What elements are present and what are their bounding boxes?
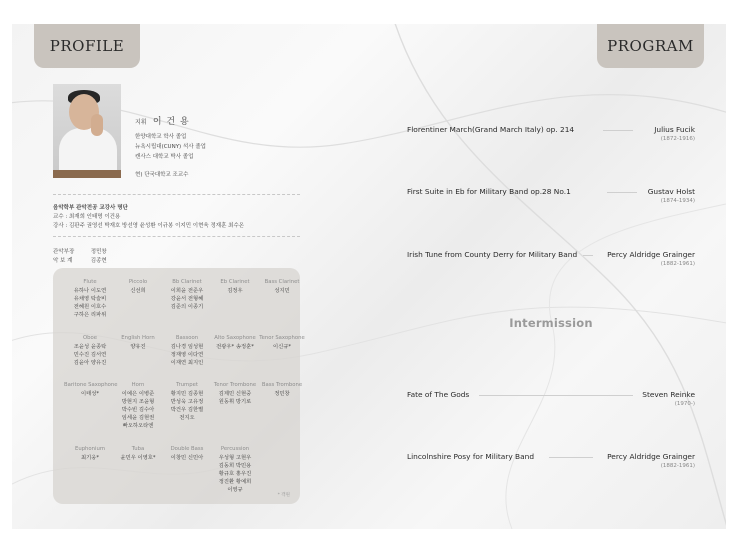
member-line: 전지오	[179, 415, 195, 421]
member-line: 유채영 탁슬비	[73, 296, 107, 302]
faculty-professors: 교수 : 최재희 인태명 이건용	[53, 214, 121, 220]
section-name: Baritone Saxophone	[64, 382, 118, 388]
program-piece	[407, 250, 695, 274]
section-members	[209, 390, 261, 406]
section-tenor-saxophone	[256, 335, 308, 351]
piece-composer: Gustav Holst	[647, 187, 695, 196]
intermission-label: Intermission	[509, 316, 593, 330]
section-flute	[64, 279, 116, 319]
conductor-career	[135, 132, 206, 162]
member-line: 이태성*	[81, 391, 99, 397]
program-booklet-spread	[12, 24, 726, 529]
member-line: 민수진 김서연	[73, 352, 107, 358]
member-line: 윤민우 이영호*	[120, 455, 156, 461]
member-line: 반성욱 고유정	[170, 399, 204, 405]
member-line: 빠오하오타엔	[122, 423, 154, 429]
piece-composer: Percy Aldridge Grainger	[607, 250, 695, 259]
section-bass-clarinet	[256, 279, 308, 295]
piece-composer: Julius Fucik	[654, 125, 695, 134]
section-name: Oboe	[82, 335, 98, 341]
member-line: 김나경 임성현	[170, 344, 204, 350]
leader-line	[549, 457, 593, 458]
section-name: Tuba	[131, 446, 145, 452]
composer-years: (1882-1961)	[660, 261, 695, 267]
conductor-fullname: 이 건 용	[152, 117, 190, 127]
member-line: 원동휘 방기로	[218, 399, 252, 405]
section-percussion	[209, 446, 261, 494]
section-bb-clarinet	[161, 279, 213, 311]
section-bass-trombone	[256, 382, 308, 398]
section-piccolo	[112, 279, 164, 295]
member-line: 황지민 김종현	[170, 391, 204, 397]
leader-line	[607, 192, 637, 193]
member-line: 성지민	[274, 288, 290, 294]
section-alto-saxophone	[209, 335, 261, 351]
section-members	[64, 343, 116, 367]
section-name: Double Bass	[170, 446, 204, 452]
member-line: 김준의 이종기	[170, 304, 204, 310]
member-line: 이희윤 전준우	[170, 288, 204, 294]
section-name: Horn	[131, 382, 145, 388]
section-name: Eb Clarinet	[220, 279, 250, 285]
section-members	[161, 390, 213, 422]
section-name: Tenor Trombone	[213, 382, 257, 388]
section-name: Bassoon	[175, 335, 199, 341]
conductor-current-position: 현) 단국대학교 조교수	[135, 172, 189, 178]
member-line: 정민창	[274, 391, 290, 397]
piece-title: Fate of The Gods	[407, 390, 470, 399]
member-line: 이창민 신민아	[170, 455, 204, 461]
manager-row	[53, 248, 107, 257]
section-name: Percussion	[220, 446, 250, 452]
section-name: Bb Clarinet	[172, 279, 202, 285]
program-tab: PROGRAM	[597, 24, 704, 68]
section-name: Tenor Saxophone	[259, 335, 305, 341]
conductor-role: 지휘	[135, 119, 147, 126]
section-tuba	[112, 446, 164, 462]
piece-composer: Steven Reinke	[642, 390, 695, 399]
member-line: 조윤성 윤종탁	[73, 344, 107, 350]
member-line: 김제민 신현중	[218, 391, 252, 397]
career-line: 캔사스 대학교 박사 졸업	[135, 154, 194, 160]
member-line: 전혜원 이호수	[73, 304, 107, 310]
member-line: 우성형 고현우	[218, 455, 252, 461]
manager-row	[53, 257, 107, 266]
manager-role: 악 보 계	[53, 258, 73, 264]
composer-years: (1872-1916)	[660, 136, 695, 142]
band-managers	[53, 248, 107, 266]
section-members	[256, 287, 308, 295]
section-euphonium	[64, 446, 116, 462]
member-line: 이예은 이병준	[121, 391, 155, 397]
member-line: 황규호 홍우진	[218, 471, 252, 477]
section-english-horn	[112, 335, 164, 351]
faculty-list	[53, 204, 244, 231]
profile-tab: PROFILE	[34, 24, 140, 68]
section-members	[256, 343, 308, 351]
member-line: 김동희 박민용	[218, 463, 252, 469]
section-members	[112, 287, 164, 295]
member-line: 최기웅*	[81, 455, 99, 461]
section-members	[256, 390, 308, 398]
section-members	[209, 287, 261, 295]
career-line: 한양대학교 학사 졸업	[135, 134, 187, 140]
member-line: 박건우 김한별	[170, 407, 204, 413]
divider	[53, 194, 300, 195]
section-baritone-saxophone	[64, 382, 116, 398]
member-line: 양유진	[130, 344, 146, 350]
member-line: 구하은 리파위	[73, 312, 107, 318]
section-members	[161, 287, 213, 311]
section-tenor-trombone	[209, 382, 261, 406]
manager-name: 김종현	[90, 258, 107, 264]
piece-title: Lincolnshire Posy for Military Band	[407, 452, 535, 461]
conductor-photo	[53, 84, 121, 178]
member-line: 이재연 최지인	[170, 360, 204, 366]
section-members	[112, 343, 164, 351]
composer-years: (1882-1961)	[660, 463, 695, 469]
composer-years: (1874-1934)	[660, 198, 695, 204]
leader-line	[583, 255, 593, 256]
section-name: Trumpet	[176, 382, 198, 388]
member-line: 방현지 조윤형	[121, 399, 155, 405]
program-piece	[407, 452, 695, 476]
faculty-title: 음악학부 관악전공 교강사 명단	[53, 205, 128, 211]
piece-title: First Suite in Eb for Military Band op.28 No.1	[407, 187, 571, 196]
section-members	[64, 287, 116, 319]
section-members	[209, 343, 261, 351]
piece-title: Florentiner March(Grand March Italy) op. 214	[407, 125, 575, 134]
section-oboe	[64, 335, 116, 367]
section-bassoon	[161, 335, 213, 367]
piece-title: Irish Tune from County Derry for Military Band	[407, 250, 578, 259]
section-name: Euphonium	[74, 446, 105, 452]
career-line: 뉴욕시립대(CUNY) 석사 졸업	[135, 144, 206, 150]
member-line: 김윤아 양유진	[73, 360, 107, 366]
section-name: Piccolo	[128, 279, 148, 285]
manager-role: 관악부장	[53, 249, 75, 255]
member-line: 전광우* 송정훈*	[216, 344, 254, 350]
piece-composer: Percy Aldridge Grainger	[607, 452, 695, 461]
member-line: 김정우	[227, 288, 243, 294]
section-members	[64, 454, 116, 462]
leader-line	[479, 395, 633, 396]
section-name: English Horn	[121, 335, 155, 341]
member-line: 강윤서 전형혜	[170, 296, 204, 302]
section-trumpet	[161, 382, 213, 422]
program-piece	[407, 125, 695, 149]
composer-years: (1970-)	[674, 401, 695, 407]
section-members	[64, 390, 116, 398]
section-name: Bass Clarinet	[264, 279, 300, 285]
section-name: Alto Saxophone	[214, 335, 256, 341]
member-line: 정재영 이다연	[170, 352, 204, 358]
program-piece	[407, 390, 695, 414]
section-members	[112, 454, 164, 462]
divider	[53, 236, 300, 237]
section-name: Flute	[83, 279, 97, 285]
member-roster	[53, 268, 305, 504]
conductor-name	[135, 114, 190, 127]
faculty-lecturers: 강사 : 김판주 권영선 박재호 방선영 윤성환 이규봉 이지민 이현욱 정재훈 최수온	[53, 223, 245, 229]
member-line: 박수빈 김수아	[121, 407, 155, 413]
section-members	[161, 454, 213, 462]
member-line: 임세윤 김현권	[121, 415, 155, 421]
section-eb-clarinet	[209, 279, 261, 295]
section-horn	[112, 382, 164, 430]
section-name: Bass Trombone	[261, 382, 303, 388]
member-line: 정진환 황예희	[218, 479, 252, 485]
member-line: 이영규	[227, 487, 243, 493]
member-line: 신선희	[130, 288, 146, 294]
member-line: 이신규*	[273, 344, 291, 350]
section-double-bass	[161, 446, 213, 462]
section-members	[209, 454, 261, 494]
member-line: 유하나 이도연	[73, 288, 107, 294]
manager-name: 정민창	[90, 249, 107, 255]
guest-note: * 객원	[277, 493, 290, 498]
section-members	[161, 343, 213, 367]
section-members	[112, 390, 164, 430]
program-piece	[407, 187, 695, 211]
leader-line	[603, 130, 633, 131]
